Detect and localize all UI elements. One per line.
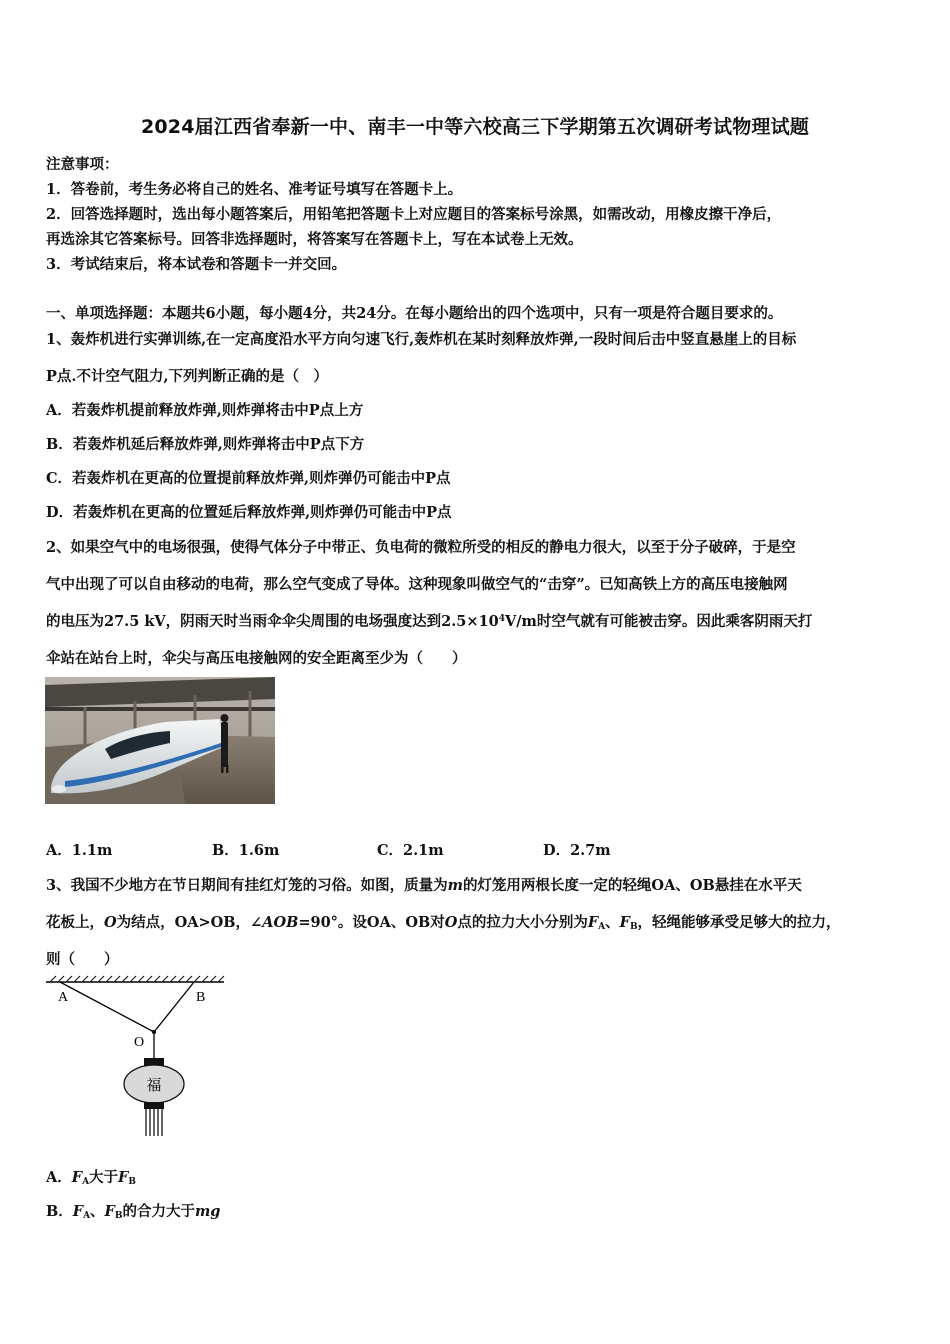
q3-option-a — [46, 1166, 136, 1187]
label-a: A — [58, 990, 69, 1005]
q1-option-b: B．若轰炸机延后释放炸弹,则炸弹将击中P点下方 — [46, 436, 365, 453]
section-heading: 一、单项选择题：本题共6小题，每小题4分，共24分。在每小题给出的四个选项中，只有一项是符合题目要求的。 — [46, 305, 783, 322]
q3-fa-sub: A — [598, 922, 606, 932]
q3-opt-b-fb: F — [104, 1203, 115, 1220]
q3-fb: F — [619, 914, 630, 931]
q3-knot-symbol: O — [104, 914, 117, 931]
q3-opt-a-fb: F — [118, 1169, 129, 1186]
q2-option-b: B．1.6m — [212, 842, 280, 859]
q3-opt-b-sep: 、 — [90, 1203, 105, 1220]
q1-stem-line-2: P点.不计空气阻力,下列判断正确的是（ ） — [46, 368, 328, 385]
q3-opt-b-label: B． — [46, 1203, 73, 1220]
q2-stem-line-3 — [46, 610, 812, 631]
q1-option-d: D．若轰炸机在更高的位置延后释放炸弹,则炸弹仍可能击中P点 — [46, 504, 452, 521]
rope-oa — [60, 982, 154, 1032]
q3-line2-e: ，轻绳能够承受足够大的拉力， — [637, 914, 841, 931]
notice-item-2-cont: 再选涂其它答案标号。回答非选择题时，将答案写在答题卡上，写在本试卷上无效。 — [46, 231, 583, 248]
exam-title: 2024届江西省奉新一中、南丰一中等六校高三下学期第五次调研考试物理试题 — [140, 116, 810, 138]
ceiling-hatching — [50, 976, 224, 982]
q2-line3-pre: 的电压为27.5 kV，阴雨天时当雨伞伞尖周围的电场强度达到2.5×10 — [46, 613, 499, 630]
q2-option-c: C．2.1m — [377, 842, 444, 859]
q3-opt-b-mg: mg — [194, 1203, 221, 1220]
notice-heading: 注意事项： — [46, 156, 119, 173]
notice-item-2: 2．回答选择题时，选出每小题答案后，用铅笔把答题卡上对应题目的答案标号涂黑，如需改动，用橡皮擦干净后， — [46, 206, 782, 223]
label-o: O — [134, 1035, 145, 1050]
notice-item-3: 3．考试结束后，将本试卷和答题卡一并交回。 — [46, 256, 347, 273]
q3-angle-symbol: AOB — [262, 914, 299, 931]
q3-opt-a-fb-sub: B — [128, 1177, 136, 1187]
q2-option-a: A．1.1m — [46, 842, 113, 859]
q3-point-o: O — [444, 914, 458, 931]
lantern-tassel — [146, 1109, 162, 1136]
q3-opt-b-fb-sub: B — [114, 1211, 123, 1221]
q3-line2-c: =90°。设OA、OB对 — [298, 914, 445, 931]
q3-line1-b: 的灯笼用两根长度一定的轻绳OA、OB悬挂在水平天 — [462, 877, 802, 894]
q2-exponent: 4 — [498, 614, 505, 624]
q3-stem-line-3: 则（ ） — [46, 951, 119, 968]
q3-mass-symbol: m — [447, 877, 463, 894]
q3-line1-a: 3、我国不少地方在节日期间有挂红灯笼的习俗。如图，质量为 — [46, 877, 448, 894]
lantern-diagram — [44, 974, 234, 1140]
q3-line2-a: 花板上， — [46, 914, 104, 931]
high-speed-train-photo — [45, 677, 275, 804]
q3-sep: 、 — [605, 914, 620, 931]
q2-stem-line-1: 2、如果空气中的电场很强，使得气体分子中带正、负电荷的微粒所受的相反的静电力很大，以至于分子破碎，于是空 — [46, 539, 796, 556]
q2-stem-line-4: 伞站在站台上时，伞尖与高压电接触网的安全距离至少为（ ） — [46, 650, 467, 667]
q3-opt-b-text: 的合力大于 — [122, 1203, 195, 1220]
q1-option-a: A．若轰炸机提前释放炸弹,则炸弹将击中P点上方 — [46, 402, 364, 419]
q3-option-b — [46, 1200, 220, 1221]
lantern-character: 福 — [146, 1076, 162, 1094]
q3-stem-line-2 — [46, 911, 841, 932]
q3-line2-b: 为结点，OA>OB，∠ — [116, 914, 263, 931]
q3-line2-d: 点的拉力大小分别为 — [457, 914, 588, 931]
q3-stem-line-1 — [46, 874, 802, 895]
q3-opt-b-fa: F — [72, 1203, 84, 1220]
q2-stem-line-2: 气中出现了可以自由移动的电荷，那么空气变成了导体。这种现象叫做空气的“击穿”。已知高铁上方的高压电接触网 — [46, 576, 788, 593]
q2-line3-post: V/m时空气就有可能被击穿。因此乘客阴雨天打 — [504, 613, 813, 630]
rope-ob — [154, 982, 194, 1032]
label-b: B — [196, 990, 206, 1005]
q3-fa: F — [587, 914, 599, 931]
lantern-cap-bottom — [144, 1102, 164, 1109]
q3-opt-a-fa: F — [71, 1169, 83, 1186]
q2-option-d: D．2.7m — [543, 842, 611, 859]
q1-option-c: C．若轰炸机在更高的位置提前释放炸弹,则炸弹仍可能击中P点 — [46, 470, 451, 487]
q3-opt-a-text: 大于 — [89, 1169, 119, 1186]
q3-opt-a-label: A． — [46, 1169, 72, 1186]
q3-fb-sub: B — [629, 922, 638, 932]
notice-item-1: 1．答卷前，考生务必将自己的姓名、准考证号填写在答题卡上。 — [46, 181, 463, 198]
q1-stem-line-1: 1、轰炸机进行实弹训练,在一定高度沿水平方向匀速飞行,轰炸机在某时刻释放炸弹,一段时间后击中竖直悬崖上的目标 — [46, 331, 797, 348]
q3-opt-a-fa-sub: A — [82, 1177, 90, 1187]
q3-opt-b-fa-sub: A — [83, 1211, 91, 1221]
